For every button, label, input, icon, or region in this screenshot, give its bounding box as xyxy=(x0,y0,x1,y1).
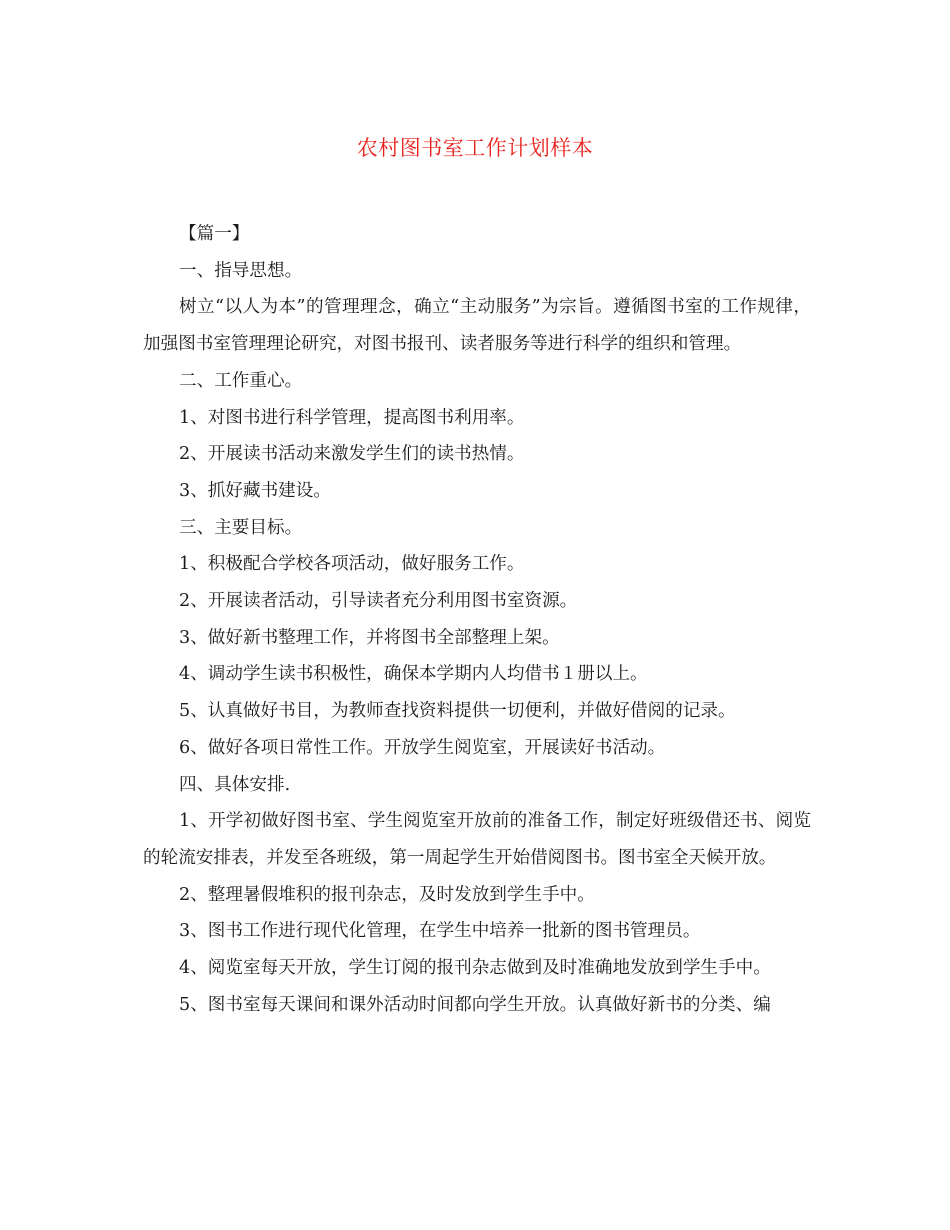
document-title: 农村图书室工作计划样本 xyxy=(356,136,594,160)
paragraph: 1、开学初做好图书室、学生阅览室开放前的准备工作，制定好班级借还书、阅览的轮流安排表，并发至各班级，第一周起学生开始借阅图书。图书室全天候开放。 xyxy=(143,811,811,868)
paragraph: 4、调动学生读书积极性，确保本学期内人均借书１册以上。 xyxy=(179,664,648,685)
paragraph: 四、具体安排. xyxy=(179,774,291,795)
paragraph: 3、图书工作进行现代化管理，在学生中培养一批新的图书管理员。 xyxy=(179,921,701,942)
paragraph: 5、图书室每天课间和课外活动时间都向学生开放。认真做好新书的分类、编 xyxy=(179,994,771,1015)
paragraph: 2、开展读者活动，引导读者充分利用图书室资源。 xyxy=(179,591,578,612)
paragraph: 三、主要目标。 xyxy=(179,517,303,538)
paragraph: 4、阅览室每天开放，学生订阅的报刊杂志做到及时准确地发放到学生手中。 xyxy=(179,958,771,979)
paragraph: 一、指导思想。 xyxy=(179,260,303,281)
paragraph: 二、工作重心。 xyxy=(179,370,303,391)
paragraph: 树立“以人为本”的管理理念，确立“主动服务”为宗旨。遵循图书室的工作规律，加强图书室管理理论研究，对图书报刊、读者服务等进行科学的组织和管理。 xyxy=(143,297,811,355)
paragraph: 5、认真做好书目，为教师查找资料提供一切便利，并做好借阅的记录。 xyxy=(179,701,736,722)
paragraph: 2、整理暑假堆积的报刊杂志，及时发放到学生手中。 xyxy=(179,884,595,905)
paragraph: 6、做好各项日常性工作。开放学生阅览室，开展读好书活动。 xyxy=(179,737,666,758)
paragraph: 1、对图书进行科学管理，提高图书利用率。 xyxy=(179,407,525,428)
paragraph: 1、积极配合学校各项活动，做好服务工作。 xyxy=(179,554,525,575)
paragraph: 3、抓好藏书建设。 xyxy=(179,480,331,501)
section-heading: 【篇一】 xyxy=(179,224,250,244)
paragraph: 2、开展读书活动来激发学生们的读书热情。 xyxy=(179,444,525,465)
paragraph: 3、做好新书整理工作，并将图书全部整理上架。 xyxy=(179,627,560,648)
document-body xyxy=(143,216,811,1023)
